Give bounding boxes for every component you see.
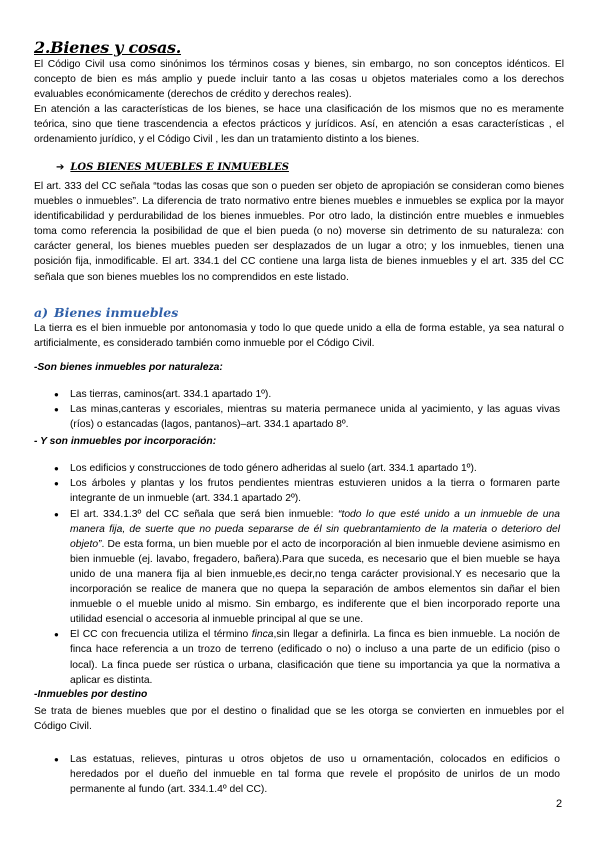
destino-block: [34, 704, 564, 734]
item3-quote: “todo lo que esté unido a un inmueble de una manera fija, de suerte que no pueda separarse de él sin quebrantamiento de la materia o deterioro del objeto”: [70, 508, 560, 550]
list-item: ● Los árboles y plantas y los frutos pendientes mientras estuvieren unidos a la tierra o formaren parte integrante de un inmueble (art. 334.1 apartado 2º).: [48, 476, 560, 506]
bienes-inmuebles-heading: [34, 305, 178, 320]
incorporacion-list: [48, 461, 560, 687]
page-number: 2: [556, 798, 563, 810]
muebles-inmuebles-block: [34, 179, 564, 285]
list-item: ● Las minas,canteras y escoriales, mientras su materia permanece unida al yacimiento, y las aguas vivas (ríos) o estancadas (lagos, pantanos)–art. 334.1 apartado 8º.: [48, 402, 560, 432]
list-item: ● Las estatuas, relieves, pinturas u otros objetos de uso u ornamentación, colocados en edificios o heredados por el dueño del inmueble en tal forma que revele el propósito de unirlos de un modo permanente al fundo (art. 334.1.4º del CC).: [48, 752, 560, 797]
intro-block: [34, 57, 564, 148]
item4-text-continued: ,sin llegar a definirla. La finca es bien inmueble. La noción de finca hace referencia a un trozo de terreno (edificado o no) o incluso a una parte de un edificio (piso o local). La finca puede ser rústica o urbana, clasificación que tiene su importancia ya que la normativa a aplicar es distinta.: [70, 629, 560, 686]
bienes-inmuebles-block: [34, 321, 564, 351]
list-item: [48, 507, 560, 628]
bienes-inmuebles-paragraph: La tierra es el bien inmueble por antonomasia y todo lo que quede unido a ella de forma estable, ya sea natural o artificialmente, es considerado también como inmueble por el Código Civil.: [34, 323, 564, 350]
item4-term: finca: [251, 629, 274, 641]
muebles-inmuebles-paragraph: El art. 333 del CC señala “todas las cosas que son o pueden ser objeto de apropiación se consideran como bienes muebles o inmuebles”. La diferencia de trato normativo entre bienes muebles e inmuebles se explica por la mayor identificabilidad y perdurabilidad de los bienes inmuebles. Por otro lado, la distinción entre muebles e inmuebles toma como referencia la posibilidad de que el bien pueda (o no) moverse sin detrimento de su naturaleza: con carácter general, los bienes muebles pueden ser desplazados de un lugar a otro; y los inmuebles, tienen una posición fija, inmodificable. El art. 334.1 del CC contiene una larga lista de bienes inmuebles y el art. 335 del CC señala que son bienes muebles los no comprendidos en este listado.: [34, 181, 564, 283]
destino-heading: [34, 689, 147, 700]
muebles-inmuebles-heading-text: LOS BIENES MUEBLES E INMUEBLES: [70, 162, 289, 173]
section-title: 2.Bienes y cosas.: [34, 38, 182, 57]
list-item: ● Los edificios y construcciones de todo género adheridas al suelo (art. 334.1 apartado 1º).: [48, 461, 560, 476]
item3-text: El art. 334.1.3º del CC señala que será bien inmueble:: [70, 508, 339, 520]
destino-paragraph: Se trata de bienes muebles que por el destino o finalidad que se les otorga se convierten en inmuebles por el Código Civil.: [34, 706, 564, 733]
list-item: ● Las tierras, caminos(art. 334.1 apartado 1º).: [48, 387, 560, 402]
item4-text: El CC con frecuencia utiliza el término: [70, 629, 252, 641]
naturaleza-list: [48, 387, 560, 432]
subsection-label: a): [34, 305, 49, 320]
incorporacion-heading: - Y son inmuebles por incorporación:: [34, 436, 217, 447]
arrow-right-icon: ➔: [56, 162, 65, 173]
destino-heading-prefix: -: [34, 689, 38, 700]
list-item: [48, 627, 560, 687]
bienes-inmuebles-heading-text: Bienes inmuebles: [54, 305, 179, 320]
intro-paragraph-1: El Código Civil usa como sinónimos los términos cosas y bienes, sin embargo, no son conceptos idénticos. El concepto de bien es más amplio y puede incluir tanto a las cosas u objetos materiales como a los derechos evaluables económicamente (derechos de crédito y derechos reales).: [34, 59, 564, 101]
destino-heading-text: Inmuebles por destino: [37, 689, 148, 700]
intro-paragraph-2: En atención a las características de los bienes, se hace una clasificación de los mismos que no es meramente teórica, sino que tiene trascendencia a efectos prácticos y jurídicos. Así, en atención a esas características , el ordenamiento jurídico, y el Código Civil , les dan un tratamiento distinto a los bienes.: [34, 104, 564, 146]
naturaleza-heading: -Son bienes inmuebles por naturaleza:: [34, 362, 223, 373]
destino-list: [48, 752, 560, 797]
muebles-inmuebles-heading: [56, 162, 289, 173]
item3-text-continued: . De esta forma, un bien mueble por el acto de incorporación al bien inmueble deviene asimismo en bien inmueble (ej. lavabo, fregadero, bañera).Para que suceda, es necesario que el bien mueble se haya unido de una manera fija al bien inmueble,es decir,no tenga carácter provisional.Y es necesario que la incorporación se realice de manera que no quepa la separación de ambos elementos sin dañar el bien inmueble o el mueble unido al mismo. Sin embargo, es indiferente que el bien incorporado reporte una utilidad esencial o accesoria al inmueble principal al que se une.: [70, 538, 560, 626]
